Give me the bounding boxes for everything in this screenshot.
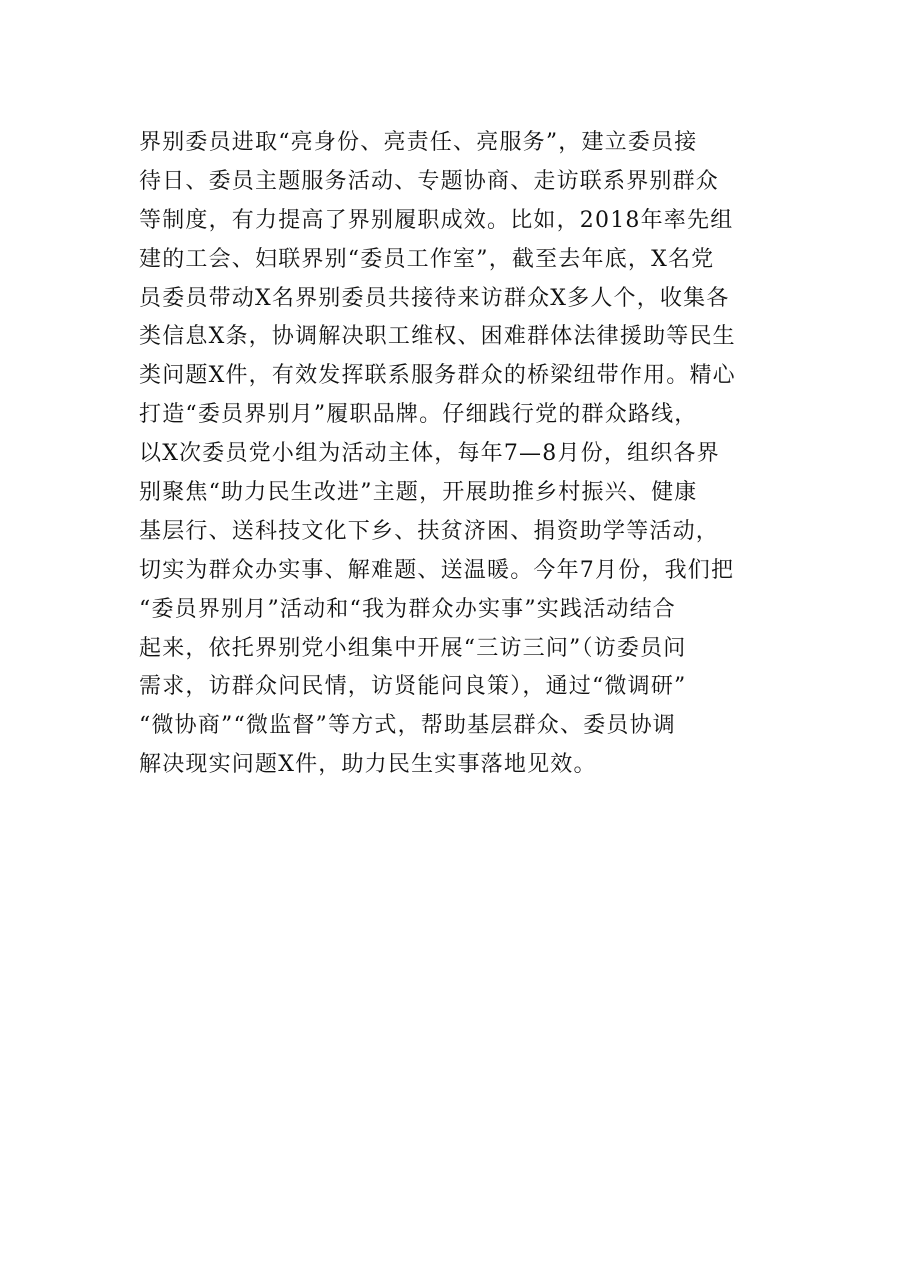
text-line: 类问题X件，有效发挥联系服务群众的桥梁纽带作用。精心 — [139, 363, 736, 389]
body-paragraph — [139, 124, 799, 785]
text-line: 以X次委员党小组为活动主体，每年7—8月份，组织各界 — [139, 441, 720, 467]
text-line: “委员界别月”活动和“我为群众办实事”实践活动结合 — [139, 596, 676, 622]
text-line: 起来，依托界别党小组集中开展“三访三问”（访委员问 — [139, 635, 687, 661]
text-line: 别聚焦“助力民生改进”主题，开展助推乡村振兴、健康 — [139, 480, 698, 506]
text-line: 需求，访群众问民情，访贤能问良策），通过“微调研” — [139, 674, 687, 700]
text-line: “微协商”“微监督”等方式，帮助基层群众、委员协调 — [139, 713, 676, 739]
text-line: 切实为群众办实事、解难题、送温暖。今年7月份，我们把 — [139, 557, 735, 583]
text-line: 界别委员进取“亮身份、亮责任、亮服务”，建立委员接 — [139, 130, 698, 155]
text-line: 待日、委员主题服务活动、专题协商、走访联系界别群众 — [139, 168, 720, 194]
text-line: 等制度，有力提高了界别履职成效。比如，2018年率先组 — [139, 207, 734, 233]
text-line: 建的工会、妇联界别“委员工作室”，截至去年底，X名党 — [139, 246, 715, 272]
text-line: 基层行、送科技文化下乡、扶贫济困、捐资助学等活动， — [139, 518, 720, 544]
text-line: 类信息X条，协调解决职工维权、困难群体法律援助等民生 — [139, 324, 736, 350]
text-line: 打造“委员界别月”履职品牌。仔细践行党的群众路线， — [139, 402, 698, 428]
text-line: 员委员带动X名界别委员共接待来访群众X多人个，收集各 — [139, 285, 730, 311]
text-line: 解决现实问题X件，助力民生实事落地见效。 — [139, 752, 597, 778]
